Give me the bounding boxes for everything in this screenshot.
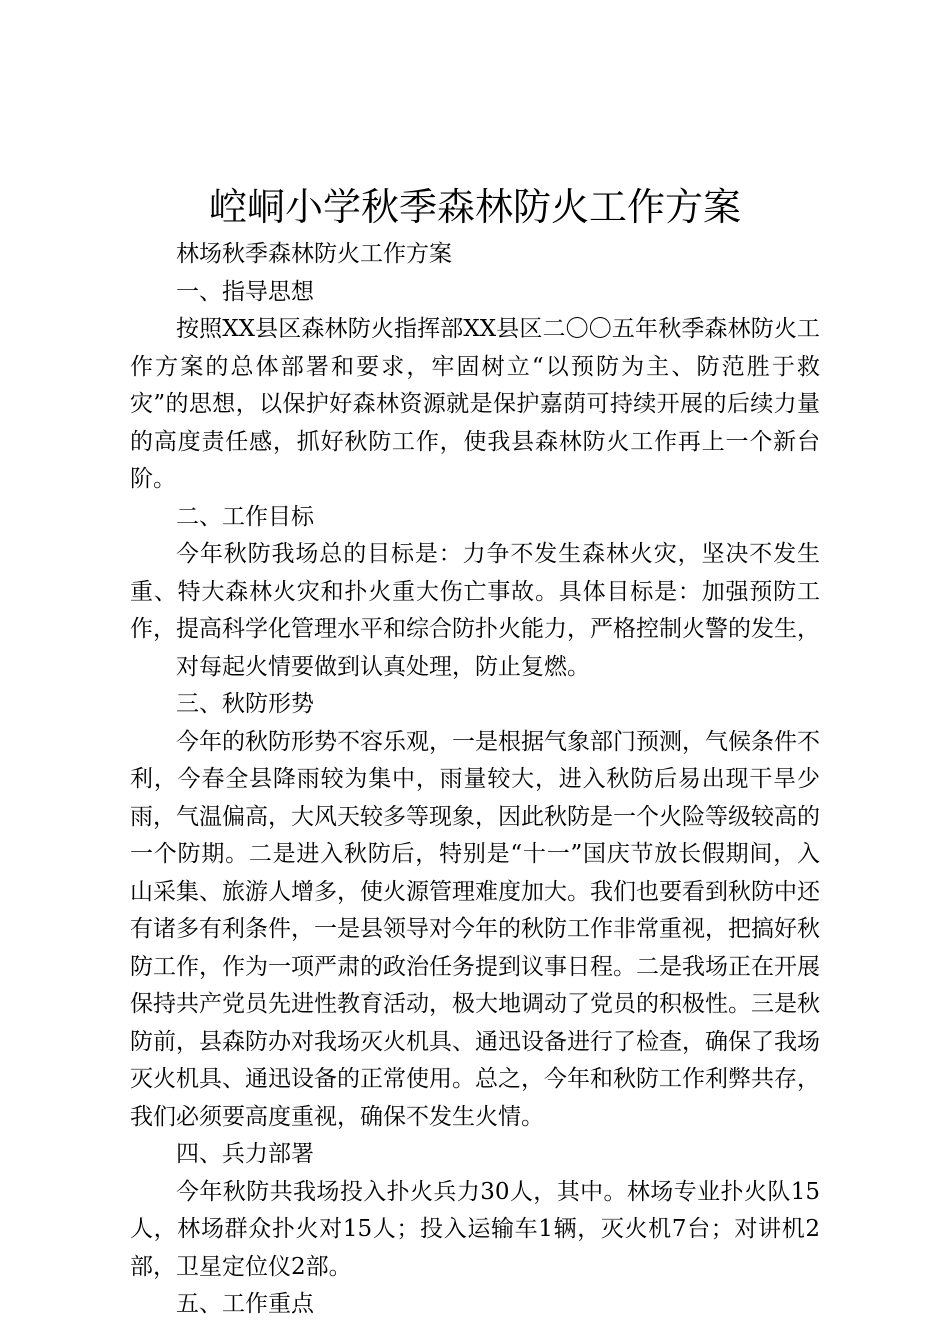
- section-heading-3: 三、秋防形势: [176, 691, 314, 717]
- section-heading-2: 二、工作目标: [176, 503, 314, 530]
- body-paragraph: 按照XX县区森林防火指挥部XX县区二〇〇五年秋季森林防火工作方案的总体部署和要求，牢固树立“以预防为主、防范胜于救灾”的思想，以保护好森林资源就是保护嘉荫可持续开展的后续力量的高度责任感，抓好秋防工作，使我县森林防火工作再上一个新台阶。: [130, 316, 820, 492]
- section-heading-4: 四、兵力部署: [176, 1141, 314, 1167]
- document-body: [130, 236, 820, 1324]
- document-title: 崆峒小学秋季森林防火工作方案: [208, 185, 741, 229]
- body-paragraph: 今年秋防我场总的目标是：力争不发生森林火灾，坚决不发生重、特大森林火灾和扑火重大伤亡事故。具体目标是：加强预防工作，提高科学化管理水平和综合防扑火能力，严格控制火警的发生，: [130, 541, 820, 642]
- section-heading-1: 一、指导思想: [176, 278, 314, 305]
- body-paragraph: 对每起火情要做到认真处理，防止复燃。: [176, 653, 590, 680]
- subtitle-paragraph: 林场秋季森林防火工作方案: [176, 241, 452, 267]
- body-paragraph: 今年秋防共我场投入扑火兵力30人，其中。林场专业扑火队15人，林场群众扑火对15人；投入运输车1辆，灭火机7台；对讲机2部，卫星定位仪2部。: [130, 1178, 820, 1280]
- body-paragraph: 今年的秋防形势不容乐观，一是根据气象部门预测，气候条件不利，今春全县降雨较为集中，雨量较大，进入秋防后易出现干旱少雨，气温偏高，大风天较多等现象，因此秋防是一个火险等级较高的一个防期。二是进入秋防后，特别是“十一”国庆节放长假期间，入山采集、旅游人增多，使火源管理难度加大。我们也要看到秋防中还有诸多有利条件，一是县领导对今年的秋防工作非常重视，把搞好秋防工作，作为一项严肃的政治任务提到议事日程。二是我场正在开展保持共产党员先进性教育活动，极大地调动了党员的积极性。三是秋防前，县森防办对我场灭火机具、通迅设备进行了检查，确保了我场灭火机具、通迅设备的正常使用。总之，今年和秋防工作利弊共存，我们必须要高度重视，确保不发生火情。: [130, 728, 820, 1130]
- section-heading-5: 五、工作重点: [176, 1291, 314, 1317]
